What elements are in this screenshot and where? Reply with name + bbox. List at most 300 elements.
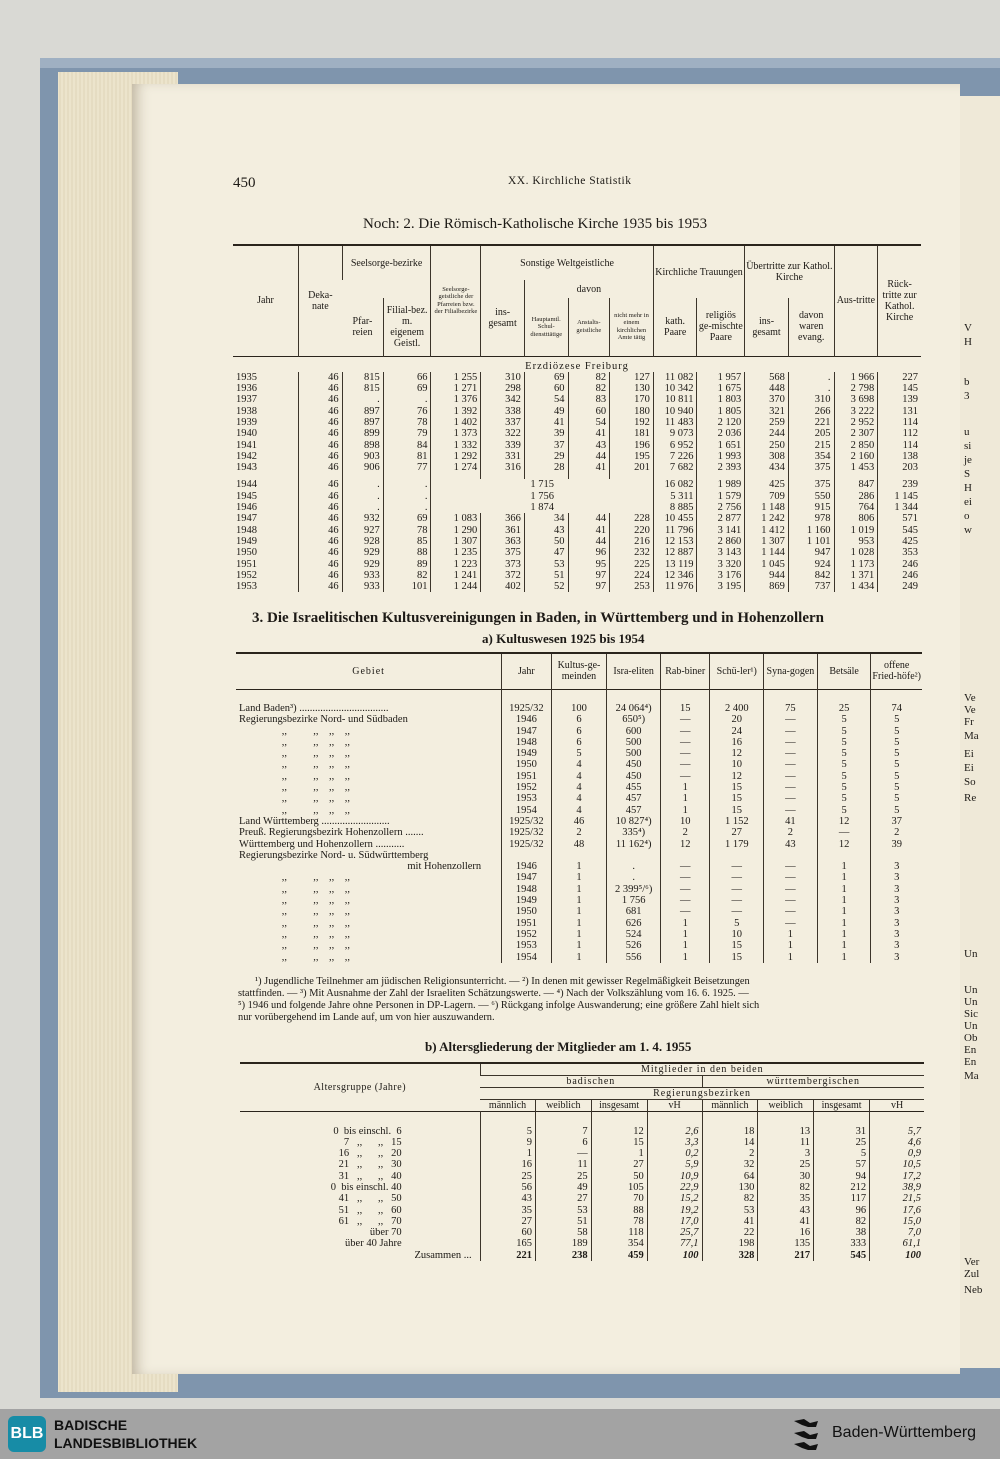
table-cell: 17,6 (870, 1205, 924, 1216)
table-row (236, 793, 922, 804)
table-cell: 10 827⁴) (607, 816, 661, 827)
table-cell: ,, ,, ,, ,, (266, 725, 350, 737)
table-cell: 19,2 (647, 1205, 702, 1216)
table-cell: 316 (481, 462, 525, 473)
table-cell: — (710, 884, 764, 895)
table-cell: 448 (745, 383, 789, 394)
table-cell: 51 (524, 570, 568, 581)
table-cell: 450 (607, 759, 661, 770)
table-cell: 1950 (502, 906, 551, 917)
table-cell: 1953 (502, 940, 551, 951)
table-cell: 310 (788, 394, 834, 405)
table-cell: 89 (383, 559, 431, 570)
fragment-text: Un (964, 984, 978, 996)
table-cell: . (383, 491, 431, 502)
table-row (240, 1193, 924, 1204)
table-cell: 6 (551, 714, 607, 725)
table-cell: 41 (568, 462, 610, 473)
table-cell: 10,9 (647, 1171, 702, 1182)
table-cell: 82 (568, 372, 610, 383)
table-cell: 46 (298, 479, 342, 490)
table-cell: 15,0 (870, 1216, 924, 1227)
table-cell: 12 (591, 1126, 647, 1137)
table-cell: 3 (871, 929, 922, 940)
table-cell: 450 (607, 771, 661, 782)
table-cell: 1 (817, 906, 871, 917)
table-cell: ,, ,, ,, ,, (266, 951, 350, 963)
table-cell: 16 (758, 1227, 814, 1238)
table-cell: 1 989 (697, 479, 745, 490)
table-cell: 7 682 (653, 462, 697, 473)
table-cell: 5 (817, 805, 871, 816)
table-cell: 232 (610, 547, 654, 558)
table-cell: 39 (524, 428, 568, 439)
table-cell: 69 (524, 372, 568, 383)
library-name[interactable] (54, 1416, 197, 1452)
fragment-text: ei (964, 496, 972, 508)
table-cell: — (661, 861, 710, 872)
table-cell: 5 (710, 918, 764, 929)
col-trauungen: Kirchliche Trauungen (653, 245, 744, 298)
table-cell: 49 (535, 1182, 591, 1193)
table-row (233, 428, 921, 439)
table-cell: 100 (647, 1250, 702, 1261)
table-cell: 79 (383, 428, 431, 439)
fragment-text: Neb (964, 1284, 983, 1296)
table-cell: — (764, 748, 818, 759)
col-header: Isra-eliten (607, 653, 661, 689)
col-regierungsbezirken: Regierungsbezirken (480, 1088, 924, 1100)
table-cell: 15,2 (647, 1193, 702, 1204)
table-cell: 1938 (236, 405, 257, 417)
fragment-text: H (964, 482, 972, 494)
col-ue-insgesamt: ins-gesamt (745, 298, 789, 356)
table-cell: . (383, 479, 431, 490)
table-cell: 25 (758, 1159, 814, 1170)
table-cell: 18 (702, 1126, 758, 1137)
table-cell: 41 (524, 417, 568, 428)
table-cell: mit Hohenzollern (407, 861, 482, 873)
table-cell: 46 (298, 451, 342, 462)
table-cell: 1 412 (745, 525, 789, 536)
table-cell: 869 (745, 581, 789, 592)
table-cell: 3 698 (834, 394, 878, 405)
table-cell (871, 850, 922, 861)
table-cell: 2 (551, 827, 607, 838)
table-cell: 12 (817, 816, 871, 827)
table-cell: 626 (607, 918, 661, 929)
table-cell: — (817, 827, 871, 838)
table-cell: 815 (342, 372, 383, 383)
table-cell: 3 (871, 872, 922, 883)
table-cell: 78 (383, 417, 431, 428)
table-cell: 1946 (502, 714, 551, 725)
table-cell: . (383, 502, 431, 513)
table-cell: Württemberg und Hohenzollern ........... (239, 838, 405, 850)
table-row (240, 1216, 924, 1227)
table-cell: 77 (383, 462, 431, 473)
table-cell: 2 400 (710, 703, 764, 714)
table-cell: 1 241 (431, 570, 481, 581)
table-cell: 239 (878, 479, 921, 490)
table-cell: 12 (817, 839, 871, 850)
table-cell: 1 392 (431, 406, 481, 417)
table-cell: 556 (607, 952, 661, 963)
table-cell: 25 (480, 1171, 535, 1182)
table-cell: 1950 (236, 547, 257, 559)
col-header: weiblich (758, 1100, 814, 1112)
table-row (233, 417, 921, 428)
table-cell: 321 (745, 406, 789, 417)
fragment-text: 3 (964, 390, 970, 402)
col-header: männlich (488, 1100, 527, 1111)
table-cell: 1 (764, 929, 818, 940)
table-cell: 215 (788, 440, 834, 451)
table-cell: 24 (710, 726, 764, 737)
table-cell: 13 (758, 1126, 814, 1137)
table-cell: 46 (298, 513, 342, 524)
table-cell: 244 (745, 428, 789, 439)
table-cell: 41 (568, 428, 610, 439)
table-row (236, 816, 922, 827)
table-cell: über 40 Jahre (345, 1238, 402, 1250)
col-jahr: Jahr (257, 295, 274, 307)
table-cell: 246 (878, 570, 921, 581)
table-cell: 35 (480, 1205, 535, 1216)
table-cell: 10 342 (653, 383, 697, 394)
table2-head (236, 653, 922, 689)
catholic-church-table (233, 244, 921, 592)
fragment-text: si (964, 440, 972, 452)
table-cell: 44 (568, 513, 610, 524)
footnote-line-1: ¹) Jugendliche Teilnehmer am jüdischen Religionsunterricht. — ²) In denen mit gewisser Regelmäßigkeit Beisetzungen (255, 976, 750, 987)
table-cell: 709 (745, 491, 789, 502)
table-cell: 145 (878, 383, 921, 394)
table-cell: 27 (535, 1193, 591, 1204)
table-cell: 217 (758, 1250, 814, 1261)
table-cell: 27 (591, 1159, 647, 1170)
table-cell: ,, ,, ,, ,, (266, 895, 350, 907)
right-page-fragment (958, 96, 1000, 1368)
footnote-line-3: ⁵) 1946 und folgende Jahre ohne Personen in DP-Lagern. — ⁶) Rückgang infolge Auswanderung; eine größere Zahl hielt sich (238, 1000, 760, 1011)
table-cell: 1 (817, 884, 871, 895)
table-cell: — (535, 1148, 591, 1159)
table-cell: 10 811 (653, 394, 697, 405)
table-cell: 216 (610, 536, 654, 547)
table-cell: 10 455 (653, 513, 697, 524)
table-cell: 17,0 (647, 1216, 702, 1227)
table-cell: 2 (871, 827, 922, 838)
footnote-line-2: stattfinden. — ³) Mit Ausnahme der Zahl der Israeliten Schätzungswerte. — ⁴) Nach der Volkszählung vom 16. 6. 1925. — (238, 988, 749, 999)
table-cell: 1 715 (431, 479, 653, 490)
table-cell: 1949 (502, 748, 551, 759)
table-row (240, 1238, 924, 1249)
table-cell: 7 ,, ,, 15 (343, 1136, 402, 1148)
table-cell: 11 796 (653, 525, 697, 536)
table-cell: 5 (871, 748, 922, 759)
table-cell: 78 (591, 1216, 647, 1227)
table-cell: 2,6 (647, 1126, 702, 1137)
table-cell: 5 (871, 714, 922, 725)
table-cell: . (383, 394, 431, 405)
table-cell: 2 307 (834, 428, 878, 439)
table-cell: 5 311 (653, 491, 697, 502)
table-cell: 46 (298, 491, 342, 502)
table-row (236, 759, 922, 770)
table-cell: 5 (817, 748, 871, 759)
table-cell: 5 (817, 782, 871, 793)
table-cell: 100 (551, 703, 607, 714)
table-cell: 1943 (236, 462, 257, 474)
table-cell: 27 (480, 1216, 535, 1227)
table-cell: 2 399⁵/⁶) (607, 884, 661, 895)
table-cell: 130 (702, 1182, 758, 1193)
table-row (233, 479, 921, 490)
table-cell: 1948 (502, 884, 551, 895)
table-cell: 354 (591, 1238, 647, 1249)
table-cell: 1 651 (697, 440, 745, 451)
table-cell: 46 (298, 428, 342, 439)
table-cell: 947 (788, 547, 834, 558)
table-cell: 373 (481, 559, 525, 570)
table-cell: 3 (871, 884, 922, 895)
table-cell: 932 (342, 513, 383, 524)
table-cell: 1 376 (431, 394, 481, 405)
table-cell: 361 (481, 525, 525, 536)
table-cell: 227 (878, 372, 921, 383)
table-cell: 165 (480, 1238, 535, 1249)
table-cell: 4,6 (870, 1137, 924, 1148)
table-cell: 114 (878, 440, 921, 451)
table-cell: 5 (871, 726, 922, 737)
table-row (233, 491, 921, 502)
table-row (233, 513, 921, 524)
table-cell: 924 (788, 559, 834, 570)
fragment-text: Sic (964, 1008, 979, 1020)
table-cell: 929 (342, 559, 383, 570)
table-cell: 1 373 (431, 428, 481, 439)
table-cell: 1944 (236, 479, 257, 491)
fragment-text: u (964, 426, 970, 438)
table-cell: 10 (710, 929, 764, 940)
table-cell: 1 453 (834, 462, 878, 473)
fragment-text: S (964, 468, 971, 480)
table-row (233, 440, 921, 451)
table-cell: 22,9 (647, 1182, 702, 1193)
table-cell (817, 850, 871, 861)
table-cell: 1 244 (431, 581, 481, 592)
table-cell: 11 483 (653, 417, 697, 428)
table-cell: 550 (788, 491, 834, 502)
table-cell: 46 (551, 816, 607, 827)
fragment-text: b (964, 376, 970, 388)
fragment-text: je (964, 454, 972, 466)
table-cell: 25 (817, 703, 871, 714)
table-cell: 1947 (502, 872, 551, 883)
table-cell: 1950 (502, 759, 551, 770)
table-cell: 1949 (502, 895, 551, 906)
fragment-text: Un (964, 948, 978, 960)
table-cell: 74 (871, 703, 922, 714)
table-cell: 1925/32 (502, 703, 551, 714)
table-cell: — (764, 872, 818, 883)
table-cell: 2 756 (697, 502, 745, 513)
table-cell: — (661, 872, 710, 883)
table-row (233, 372, 921, 383)
table-cell: 198 (702, 1238, 758, 1249)
table-cell: 1940 (236, 428, 257, 440)
table-cell: 6 (535, 1137, 591, 1148)
table-cell: 259 (745, 417, 789, 428)
table-cell: 46 (298, 383, 342, 394)
table-cell: 338 (481, 406, 525, 417)
state-name[interactable]: Baden-Württemberg (832, 1424, 977, 1441)
table-cell: 1942 (236, 450, 257, 462)
table-cell: Land Baden³) .................................. (239, 703, 389, 714)
table-row (236, 782, 922, 793)
table-cell (551, 850, 607, 861)
table-cell: 2 798 (834, 383, 878, 394)
table-row (233, 536, 921, 547)
table-cell: — (764, 759, 818, 770)
table-cell: 928 (342, 536, 383, 547)
table1-title: Noch: 2. Die Römisch-Katholische Kirche 1935 bis 1953 (363, 216, 708, 232)
table-cell (502, 850, 551, 861)
table-cell: 195 (610, 451, 654, 462)
table-cell: 1 019 (834, 525, 878, 536)
table-cell: 600 (607, 726, 661, 737)
table-cell: 266 (788, 406, 834, 417)
table-cell: 1945 (236, 490, 257, 502)
table-cell: 43 (480, 1193, 535, 1204)
table-cell: 95 (568, 559, 610, 570)
table-cell: 1 144 (745, 547, 789, 558)
col-seelsorgebezirke: Seelsorge-bezirke (342, 245, 431, 280)
table-cell: 12 887 (653, 547, 697, 558)
col-header: Schü-ler¹) (710, 653, 764, 689)
table-cell: 82 (814, 1216, 870, 1227)
table-cell: 44 (568, 451, 610, 462)
table-cell: über 70 (369, 1227, 402, 1239)
table-cell: 524 (607, 929, 661, 940)
table-cell: 28 (524, 462, 568, 473)
table-cell: 335⁴) (607, 827, 661, 838)
table-cell: 15 (710, 782, 764, 793)
table-row (236, 827, 922, 838)
table-cell: 5 (871, 782, 922, 793)
table-cell: 0 bis einschl. 6 (333, 1125, 402, 1137)
table-cell: 1 402 (431, 417, 481, 428)
table-cell: 9 073 (653, 428, 697, 439)
col-davon: davon (524, 280, 653, 298)
table-cell: 15 (661, 703, 710, 714)
table-cell: 3 320 (697, 559, 745, 570)
table-cell: 1 675 (697, 383, 745, 394)
table-cell: 286 (834, 491, 878, 502)
table-cell: 135 (758, 1238, 814, 1249)
table-cell: 425 (878, 536, 921, 547)
table-cell: 366 (481, 513, 525, 524)
table-cell: 354 (788, 451, 834, 462)
table-row (236, 918, 922, 929)
table-cell: — (764, 793, 818, 804)
table-cell: 331 (481, 451, 525, 462)
table-cell: — (764, 782, 818, 793)
table-cell: 5 (814, 1148, 870, 1159)
table-cell: 2 850 (834, 440, 878, 451)
table-cell: 5 (871, 793, 922, 804)
table-cell: 372 (481, 570, 525, 581)
table-cell: 3 (871, 906, 922, 917)
table-cell: 1 344 (878, 502, 921, 513)
table-cell: 1953 (502, 793, 551, 804)
table-cell: 78 (383, 525, 431, 536)
table-cell: 1 (817, 872, 871, 883)
blb-logo[interactable]: BLB (8, 1416, 46, 1452)
table-row (240, 1205, 924, 1216)
table-cell: 1 (551, 895, 607, 906)
table-cell: Regierungsbezirke Nord- und Südbaden (239, 714, 408, 726)
table-cell: 15 (710, 952, 764, 963)
table-cell: — (661, 906, 710, 917)
footnote-line-4: nur vorübergehend im Lande auf, um von hier auszuwandern. (238, 1012, 495, 1023)
table-row (233, 581, 921, 592)
table-cell: 43 (524, 525, 568, 536)
table-cell: 46 (298, 394, 342, 405)
table-cell: 15 (710, 793, 764, 804)
table-cell: 130 (610, 383, 654, 394)
table-cell: 43 (568, 440, 610, 451)
table-row (233, 462, 921, 473)
kultuswesen-table (236, 652, 922, 963)
table-row (236, 737, 922, 748)
table-cell: 56 (480, 1182, 535, 1193)
table-cell: 1 957 (697, 372, 745, 383)
table-cell: 46 (298, 536, 342, 547)
table-cell (607, 850, 661, 861)
table-cell: 43 (764, 839, 818, 850)
col-header: insgesamt (814, 1100, 870, 1112)
table-cell (661, 850, 710, 861)
table-cell: 1 (551, 906, 607, 917)
table-row (236, 906, 922, 917)
table-cell: 500 (607, 748, 661, 759)
table-cell: 48 (551, 839, 607, 850)
table-cell: 117 (814, 1193, 870, 1204)
table-cell: 322 (481, 428, 525, 439)
table-cell: 1937 (236, 394, 257, 406)
table-row (233, 406, 921, 417)
table-cell: 8 885 (653, 502, 697, 513)
col-header: Jahr (502, 653, 551, 689)
table-cell: ,, ,, ,, ,, (266, 917, 350, 929)
table-cell: — (764, 861, 818, 872)
table-cell: 54 (568, 417, 610, 428)
table-cell: 77,1 (647, 1238, 702, 1249)
table-cell: 5 (817, 793, 871, 804)
table-cell: 1935 (236, 371, 257, 383)
table-row (236, 726, 922, 737)
table-cell: 1 (551, 872, 607, 883)
table-cell: 105 (591, 1182, 647, 1193)
table-row (236, 748, 922, 759)
table-cell: 246 (878, 559, 921, 570)
table-cell: 11 (758, 1137, 814, 1148)
table-cell: 1 (817, 895, 871, 906)
table-cell: 85 (383, 536, 431, 547)
table-cell: 127 (610, 372, 654, 383)
table-cell: Land Württemberg .......................... (239, 815, 390, 827)
